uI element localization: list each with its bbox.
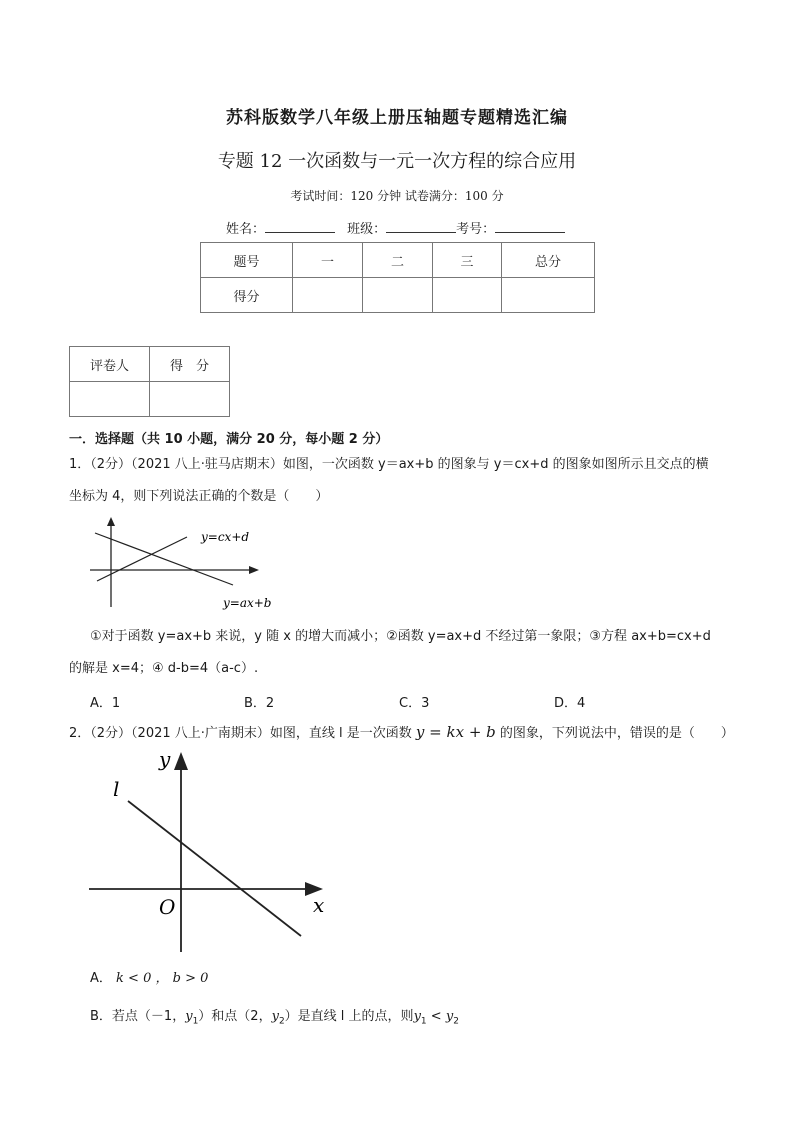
q2-text-before: 2．（2分）（2021 八上·广南期末）如图，直线 l 是一次函数 — [69, 726, 412, 741]
class-label: 班级： — [347, 222, 387, 237]
grader-cell[interactable] — [70, 382, 150, 417]
q2-option-b-cmp-sub-b: 2 — [453, 1016, 459, 1027]
name-blank[interactable] — [265, 220, 335, 233]
q2-option-b-cmp-a: y — [413, 1009, 421, 1024]
score-header-cell: 三 — [433, 243, 502, 278]
q2-x-label: x — [313, 893, 325, 917]
q2-option-b-y1: y — [185, 1009, 193, 1024]
q2-option-b[interactable] — [90, 1005, 459, 1027]
q1-label-ax-b: y=ax+b — [223, 596, 272, 610]
q2-option-b-y2: y — [271, 1009, 279, 1024]
q2-option-b-prefix: B．若点（－1， — [90, 1009, 186, 1024]
q2-y-arrow-icon — [174, 752, 188, 770]
grader-table — [69, 346, 230, 417]
class-blank[interactable] — [386, 220, 456, 233]
q2-option-b-cmp-b: y — [445, 1009, 454, 1024]
score-header-cell: 总分 — [502, 243, 595, 278]
student-info-line — [226, 218, 565, 237]
q2-option-b-mid: ）和点（2， — [198, 1009, 272, 1024]
score-header-cell: 题号 — [201, 243, 293, 278]
q2-formula: y = kx + b — [415, 723, 496, 741]
q2-line-l — [128, 801, 301, 936]
number-label: 考号： — [456, 222, 496, 237]
q2-option-b-lt: < — [426, 1009, 446, 1024]
q2-option-b-suffix: ）是直线 l 上的点，则 — [284, 1009, 414, 1024]
q2-option-b-cmp-sub-a: 1 — [420, 1016, 427, 1027]
score-header-cell: 一 — [293, 243, 363, 278]
section-title: 一．选择题（共 10 小题，满分 20 分，每小题 2 分） — [69, 432, 389, 447]
q1-line1: 1．（2分）（2021 八上·驻马店期末）如图，一次函数 y＝ax+b 的图象与 y＝cx+d 的图象如图所示且交点的横 — [69, 457, 709, 472]
q1-statement-line2: 的解是 x=4；④ d-b=4（a-c）. — [69, 661, 259, 676]
q1-line2: 坐标为 4，则下列说法正确的个数是（ ） — [69, 489, 329, 504]
grader-header-cell: 评卷人 — [70, 347, 150, 382]
q1-label-cx-d: y=cx+d — [201, 530, 250, 544]
grader-header-cell: 得 分 — [150, 347, 230, 382]
score-cell[interactable] — [502, 278, 595, 313]
q2-graph — [85, 744, 345, 959]
q1-statement-line1: ①对于函数 y=ax+b 来说，y 随 x 的增大而减小；②函数 y=ax+d 不经过第一象限；③方程 ax+b=cx+d — [90, 629, 711, 644]
q2-origin-label: O — [159, 895, 176, 919]
score-cell[interactable] — [433, 278, 502, 313]
q1-option-c[interactable]: C．3 — [399, 696, 430, 711]
name-label: 姓名： — [226, 222, 266, 237]
q1-option-b[interactable]: B．2 — [244, 696, 275, 711]
score-cell[interactable] — [293, 278, 363, 313]
score-row-label: 得分 — [201, 278, 293, 313]
grader-cell[interactable] — [150, 382, 230, 417]
q2-option-b-sub1: 1 — [192, 1016, 199, 1027]
q2-text-after: 的图象，下列说法中，错误的是（ ） — [499, 726, 734, 741]
score-header-cell: 二 — [363, 243, 433, 278]
exam-info: 考试时间：120 分钟 试卷满分：100 分 — [290, 189, 504, 203]
score-cell[interactable] — [363, 278, 433, 313]
score-table — [200, 242, 595, 313]
document-subtitle: 专题 12 一次函数与一元一次方程的综合应用 — [217, 151, 577, 172]
document-title: 苏科版数学八年级上册压轴题专题精选汇编 — [226, 108, 568, 128]
q1-x-arrow-icon — [249, 566, 259, 574]
q1-option-a[interactable]: A．1 — [90, 696, 121, 711]
q1-y-arrow-icon — [107, 517, 115, 526]
q2-option-a-prefix: A． — [90, 971, 112, 986]
q2-option-a-math: k < 0 ， b > 0 — [116, 971, 209, 986]
q2-l-label: l — [113, 777, 120, 801]
q2-y-label: y — [159, 747, 171, 771]
number-blank[interactable] — [495, 220, 565, 233]
q2-option-b-sub2: 2 — [278, 1016, 285, 1027]
q1-option-d[interactable]: D．4 — [554, 696, 586, 711]
q1-graph — [85, 515, 295, 615]
q2-option-a[interactable] — [90, 967, 208, 986]
